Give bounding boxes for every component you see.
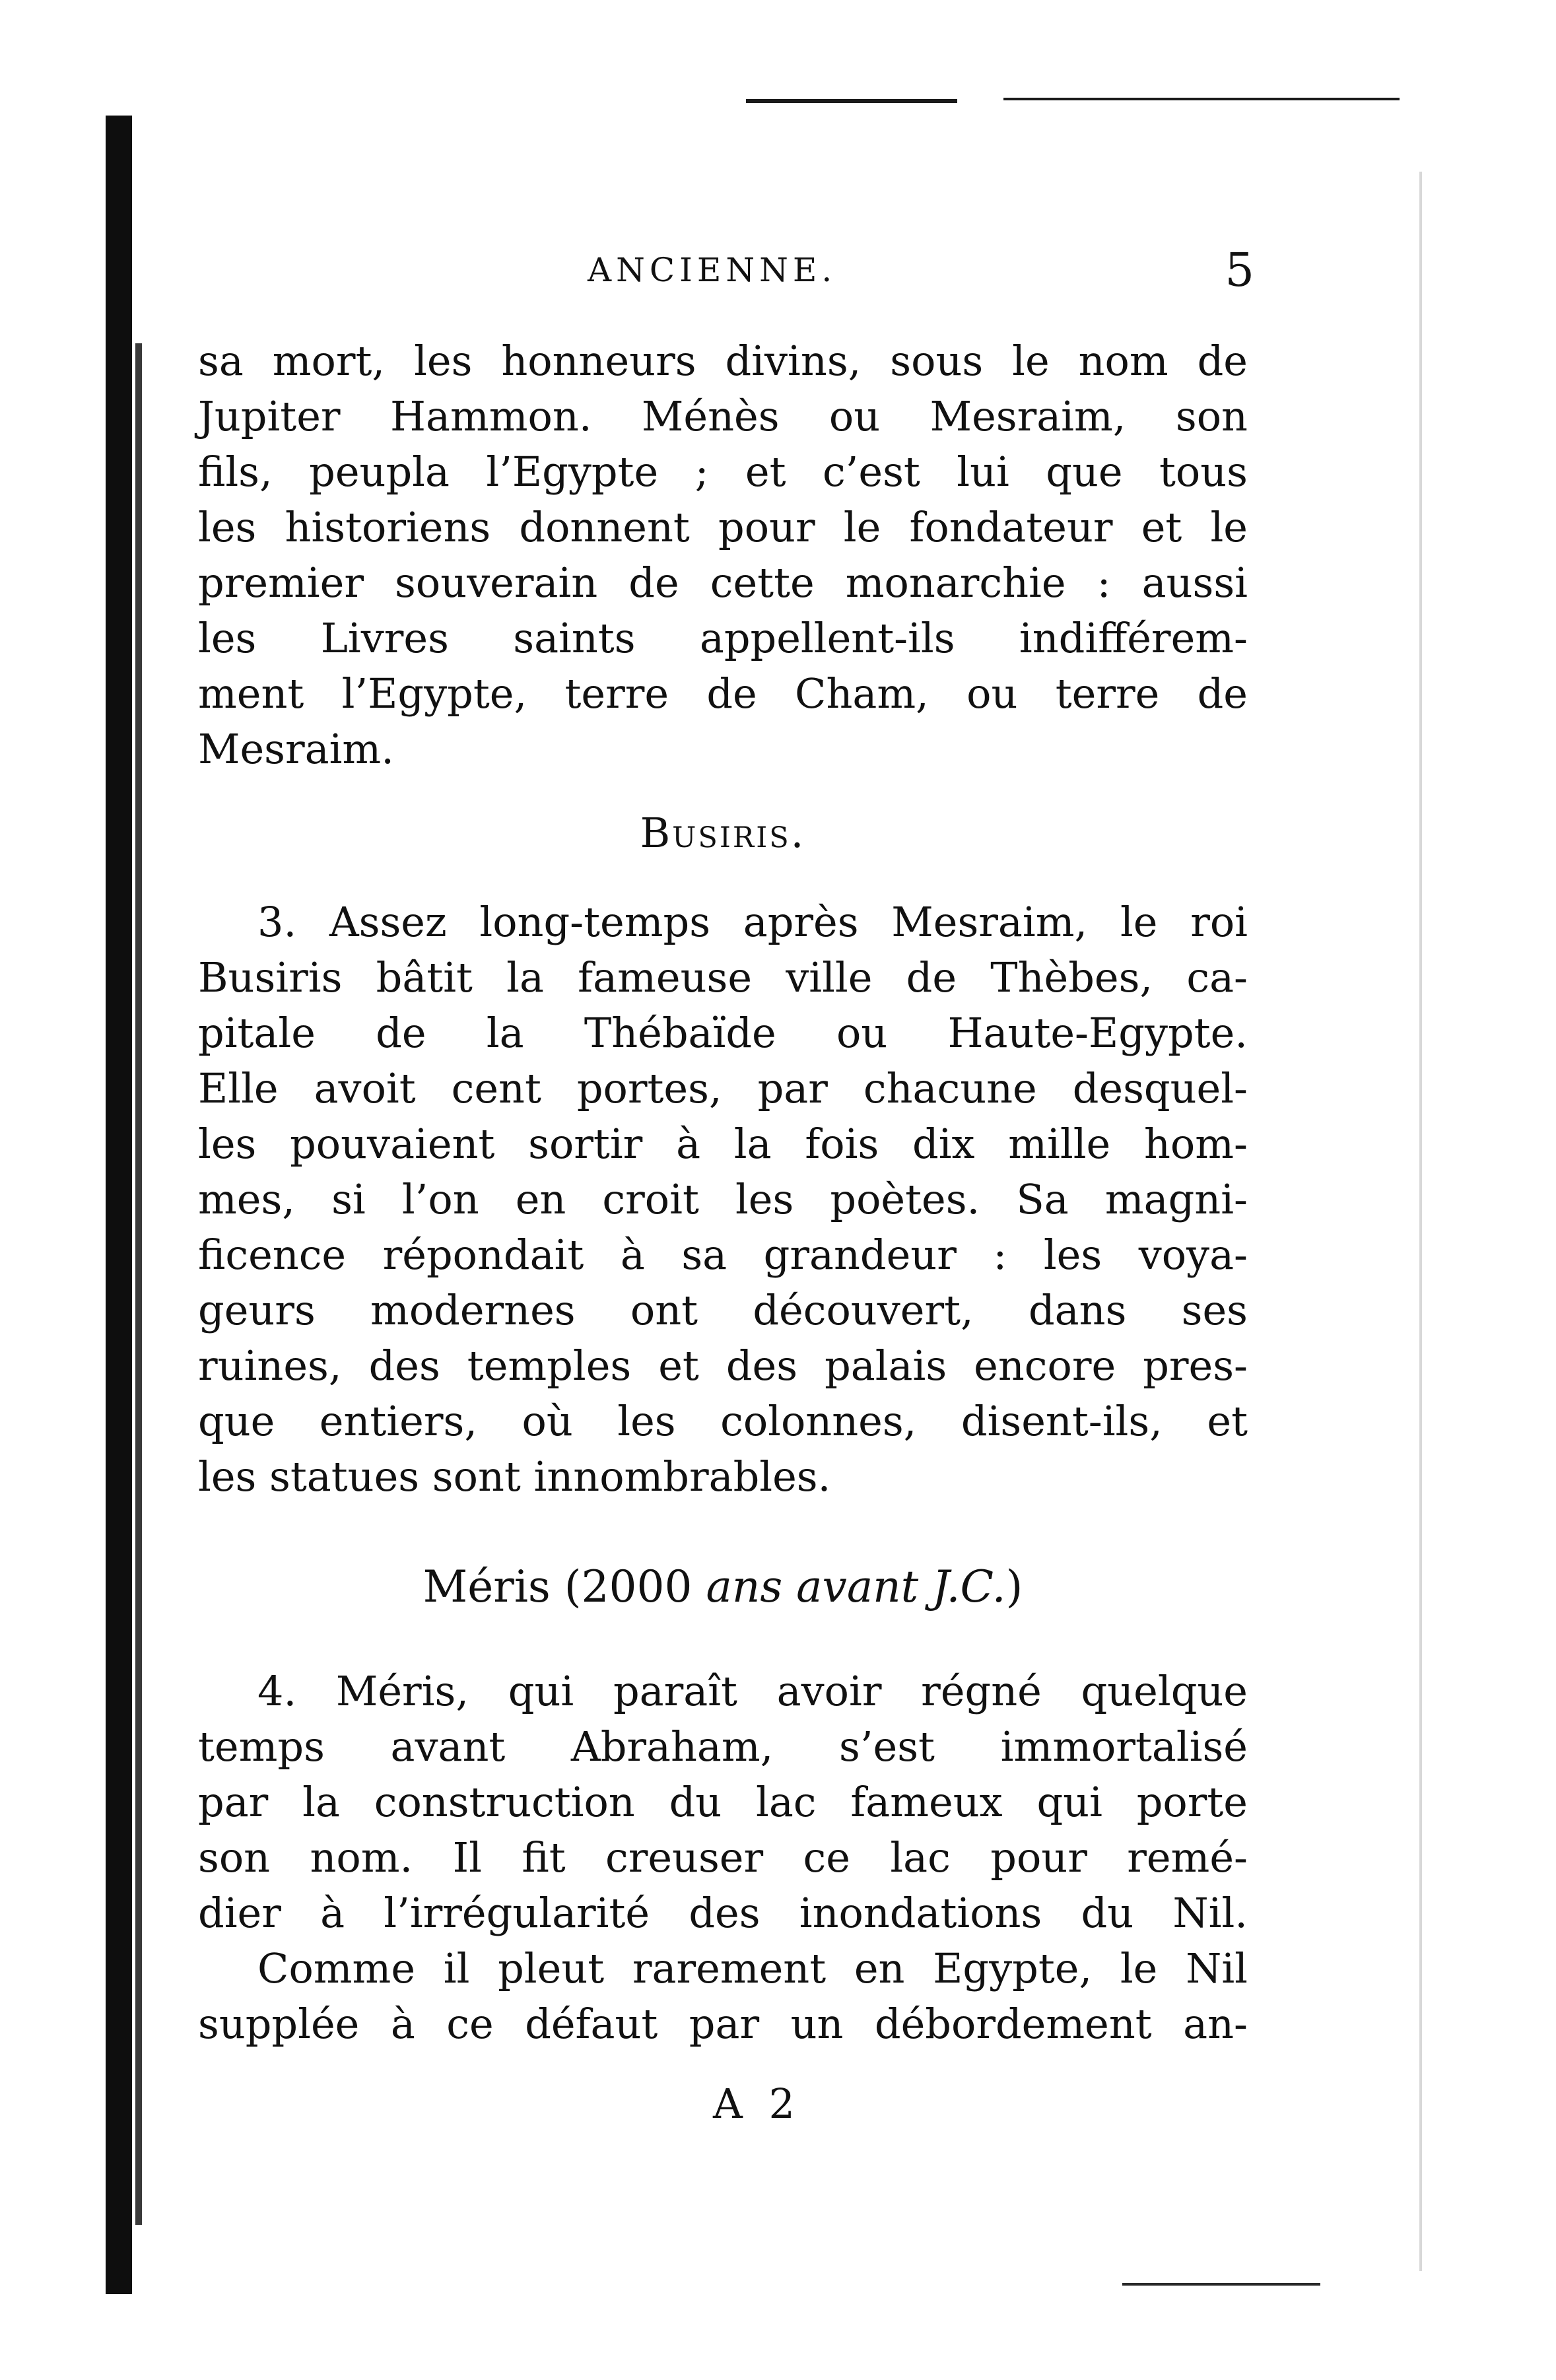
text-line: ruines, des temples et des palais encore pres- bbox=[198, 1342, 1248, 1390]
top-edge-mark bbox=[746, 99, 957, 103]
book-spine-shadow-inner bbox=[135, 343, 142, 2225]
heading-paren-open: ( bbox=[564, 1561, 582, 1612]
section-heading-busiris: Busiris. bbox=[640, 809, 806, 857]
section-heading-meris bbox=[198, 1561, 1248, 1612]
text-line: les statues sont innombrables. bbox=[198, 1452, 831, 1501]
text-line: Busiris bâtit la fameuse ville de Thèbes, ca- bbox=[198, 953, 1248, 1002]
heading-paren-close: ) bbox=[1005, 1561, 1023, 1612]
text-line: Jupiter Hammon. Ménès ou Mesraim, son bbox=[198, 392, 1248, 440]
text-line: Elle avoit cent portes, par chacune desquel- bbox=[198, 1064, 1248, 1112]
text-line: ment l’Egypte, terre de Cham, ou terre de bbox=[198, 669, 1248, 718]
text-line: les Livres saints appellent-ils indifférem- bbox=[198, 614, 1248, 662]
text-line: temps avant Abraham, s’est immortalisé bbox=[198, 1722, 1248, 1771]
running-title: ANCIENNE. bbox=[588, 251, 837, 289]
running-head bbox=[198, 243, 1254, 297]
text-line: mes, si l’on en croit les poètes. Sa magni- bbox=[198, 1175, 1248, 1223]
text-line: premier souverain de cette monarchie : aussi bbox=[198, 559, 1248, 607]
page-right-edge bbox=[1419, 172, 1422, 2271]
text-line: dier à l’irrégularité des inondations du Nil. bbox=[198, 1889, 1248, 1937]
text-line: ficence répondait à sa grandeur : les voya- bbox=[198, 1231, 1248, 1279]
heading-name: Méris bbox=[423, 1561, 551, 1612]
text-line: Comme il pleut rarement en Egypte, le Nil bbox=[257, 1944, 1248, 1992]
text-line: geurs modernes ont découvert, dans ses bbox=[198, 1286, 1248, 1334]
text-line: les pouvaient sortir à la fois dix mille hom- bbox=[198, 1120, 1248, 1168]
text-line: son nom. Il fit creuser ce lac pour remé- bbox=[198, 1833, 1248, 1882]
signature-mark: A 2 bbox=[713, 2080, 801, 2128]
text-line: pitale de la Thébaïde ou Haute-Egypte. bbox=[198, 1009, 1248, 1057]
text-line: sa mort, les honneurs divins, sous le nom de bbox=[198, 337, 1248, 385]
bottom-edge-mark bbox=[1122, 2283, 1320, 2286]
text-line: fils, peupla l’Egypte ; et c’est lui que tous bbox=[198, 448, 1248, 496]
text-line: les historiens donnent pour le fondateur et le bbox=[198, 503, 1248, 551]
text-line: par la construction du lac fameux qui porte bbox=[198, 1778, 1248, 1826]
text-line: que entiers, où les colonnes, disent-ils, et bbox=[198, 1397, 1248, 1445]
page-number: 5 bbox=[1225, 243, 1254, 297]
heading-number: 2000 bbox=[581, 1561, 693, 1612]
text-line: 4. Méris, qui paraît avoir régné quelque bbox=[257, 1667, 1248, 1715]
top-edge-mark bbox=[1003, 98, 1400, 100]
text-line: Mesraim. bbox=[198, 725, 394, 773]
heading-date-text: ans avant J.C. bbox=[692, 1561, 1006, 1612]
text-line: supplée à ce défaut par un débordement an- bbox=[198, 2000, 1248, 2048]
text-line: 3. Assez long-temps après Mesraim, le roi bbox=[257, 898, 1248, 946]
book-spine-shadow bbox=[106, 116, 132, 2294]
